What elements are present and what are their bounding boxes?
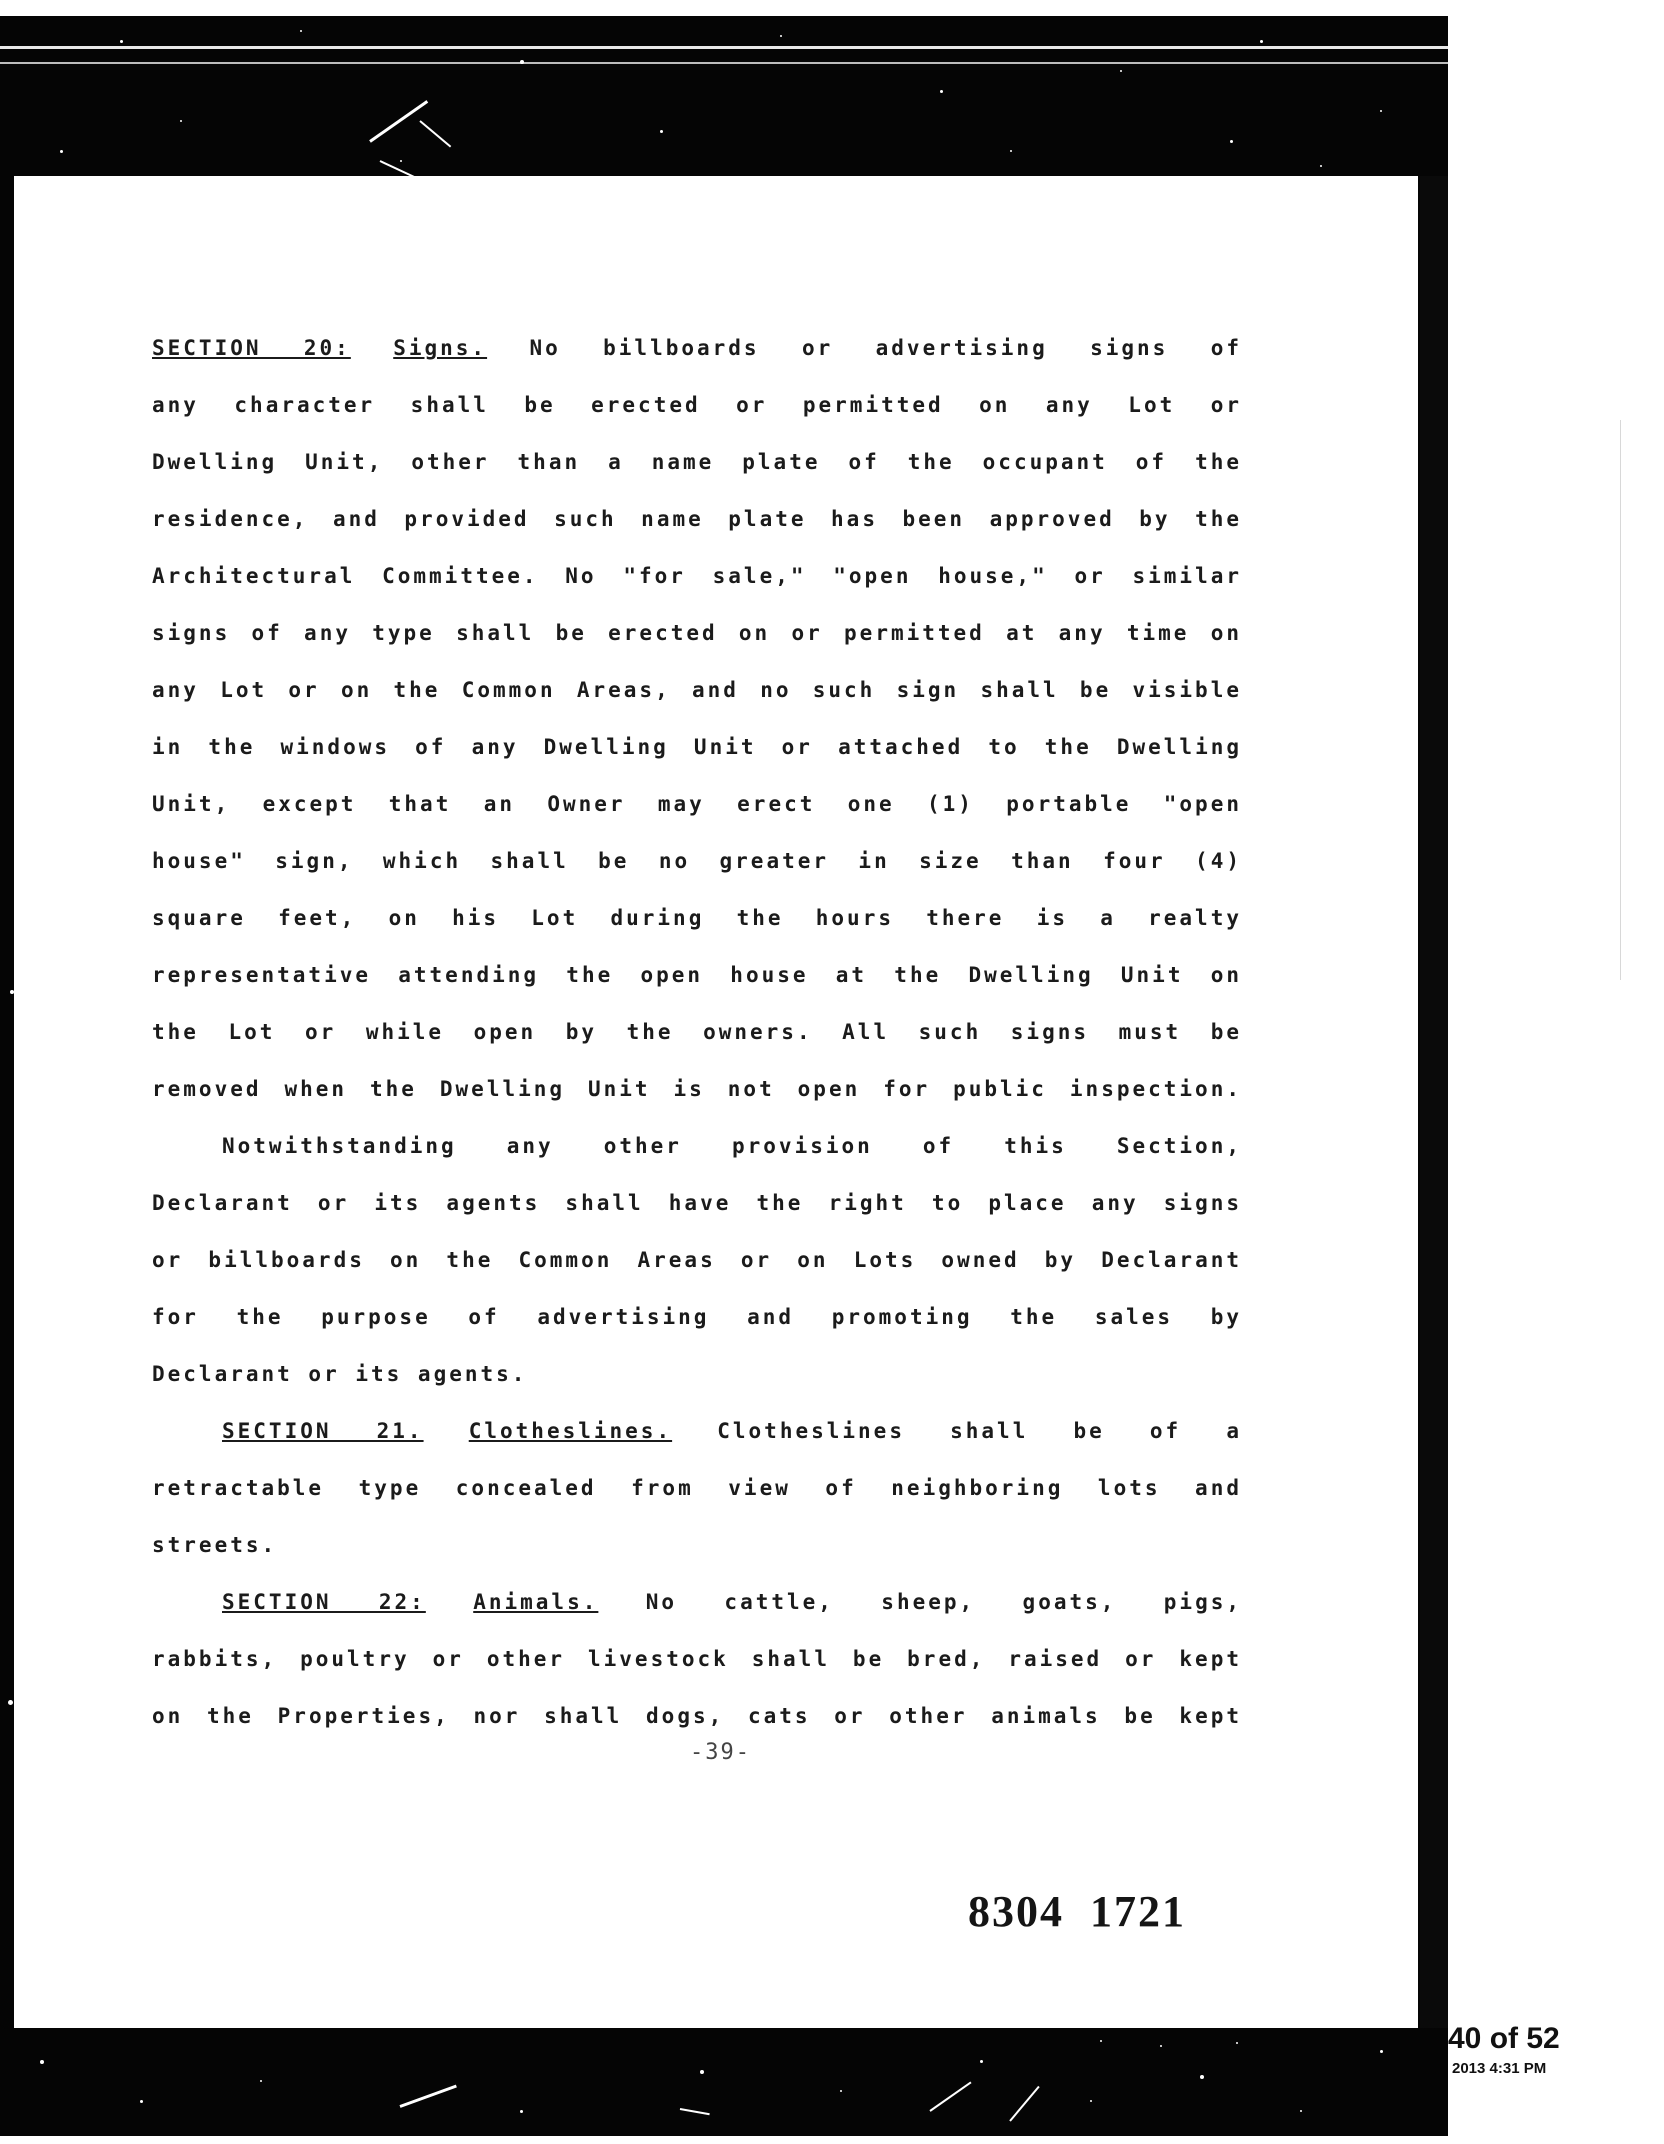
section-title: Animals. [473, 1590, 599, 1614]
text-line: Declarant or its agents shall have the right to place any signs [152, 1191, 1242, 1215]
section-heading: SECTION 22: [222, 1590, 426, 1614]
scan-speck [60, 150, 63, 153]
document-body [152, 320, 1242, 1745]
text-line: in the windows of any Dwelling Unit or attached to the Dwelling [152, 735, 1242, 759]
text-line: removed when the Dwelling Unit is not open for public inspection. [152, 1077, 1242, 1101]
text-line: any Lot or on the Common Areas, and no such sign shall be visible [152, 678, 1242, 702]
page-number: -39- [690, 1740, 751, 1765]
section-text: No billboards or advertising signs of [487, 336, 1242, 360]
text-line: retractable type concealed from view of neighboring lots and [152, 1476, 1242, 1500]
text-line: any character shall be erected or permitted on any Lot or [152, 393, 1242, 417]
scanner-border-right [1420, 176, 1448, 2028]
text-line: rabbits, poultry or other livestock shall be bred, raised or kept [152, 1647, 1242, 1671]
scan-speck [400, 160, 402, 162]
text-line: Dwelling Unit, other than a name plate of the occupant of the [152, 450, 1242, 474]
text-line [152, 1574, 1242, 1631]
scan-speck [140, 2100, 143, 2103]
scan-speck [1160, 2045, 1162, 2047]
text-line: the Lot or while open by the owners. All such signs must be [152, 1020, 1242, 1044]
section-text: No cattle, sheep, goats, pigs, [598, 1590, 1243, 1614]
scan-speck [1010, 150, 1012, 152]
text-line: Architectural Committee. No "for sale," "open house," or similar [152, 564, 1242, 588]
scan-speck [1380, 110, 1382, 112]
text-line: or billboards on the Common Areas or on Lots owned by Declarant [152, 1248, 1242, 1272]
section-title: Clotheslines. [468, 1419, 673, 1443]
print-timestamp: 2013 4:31 PM [1452, 2060, 1547, 2077]
scan-speck [180, 120, 182, 122]
scan-speck [1320, 165, 1322, 167]
scan-speck [300, 30, 302, 32]
scan-speck [40, 2060, 44, 2064]
scan-speck [1300, 2110, 1302, 2112]
scan-edge-line [0, 46, 1448, 49]
text-line: on the Properties, nor shall dogs, cats or other animals be kept [152, 1704, 1242, 1728]
scan-speck [980, 2060, 983, 2063]
scan-edge-line [0, 62, 1448, 64]
page-counter: 40 of 52 [1448, 2022, 1560, 2055]
scan-speck [520, 2110, 523, 2113]
scan-speck [260, 2080, 262, 2082]
scan-speck [1236, 2042, 1238, 2044]
section-heading: SECTION 21. [222, 1419, 424, 1443]
text-line: for the purpose of advertising and promoting the sales by [152, 1305, 1242, 1329]
text-line: residence, and provided such name plate has been approved by the [152, 507, 1242, 531]
text-line: Unit, except that an Owner may erect one (1) portable "open [152, 792, 1242, 816]
scan-speck [1260, 40, 1263, 43]
scan-speck [120, 40, 123, 43]
scan-speck [780, 35, 782, 37]
scan-speck [840, 2090, 842, 2092]
text-line: Notwithstanding any other provision of this Section, [222, 1134, 1242, 1158]
scan-speck [1200, 2075, 1204, 2079]
scan-speck [1100, 2040, 1102, 2042]
text-line [152, 1403, 1242, 1460]
text-line [152, 320, 1242, 377]
scan-speck [1120, 70, 1122, 72]
section-title: Signs. [393, 336, 488, 360]
scan-speck [700, 2070, 704, 2074]
text-line: house" sign, which shall be no greater in size than four (4) [152, 849, 1242, 873]
section-heading: SECTION 20: [152, 336, 351, 360]
text-line: representative attending the open house at the Dwelling Unit on [152, 963, 1242, 987]
scan-speck [1380, 2050, 1383, 2053]
scan-speck [1090, 2100, 1092, 2102]
margin-line [1620, 420, 1621, 980]
scan-speck [1230, 140, 1233, 143]
scan-speck [8, 1700, 13, 1705]
scan-speck [520, 60, 524, 64]
scan-speck [660, 130, 663, 133]
section-text: Clotheslines shall be of a [672, 1419, 1242, 1443]
scan-speck [940, 90, 943, 93]
text-line: streets. [152, 1533, 278, 1557]
text-line: signs of any type shall be erected on or permitted at any time on [152, 621, 1242, 645]
text-line: square feet, on his Lot during the hours there is a realty [152, 906, 1242, 930]
book-page-stamp: 8304 1721 [968, 1887, 1186, 1936]
text-line: Declarant or its agents. [152, 1362, 528, 1386]
